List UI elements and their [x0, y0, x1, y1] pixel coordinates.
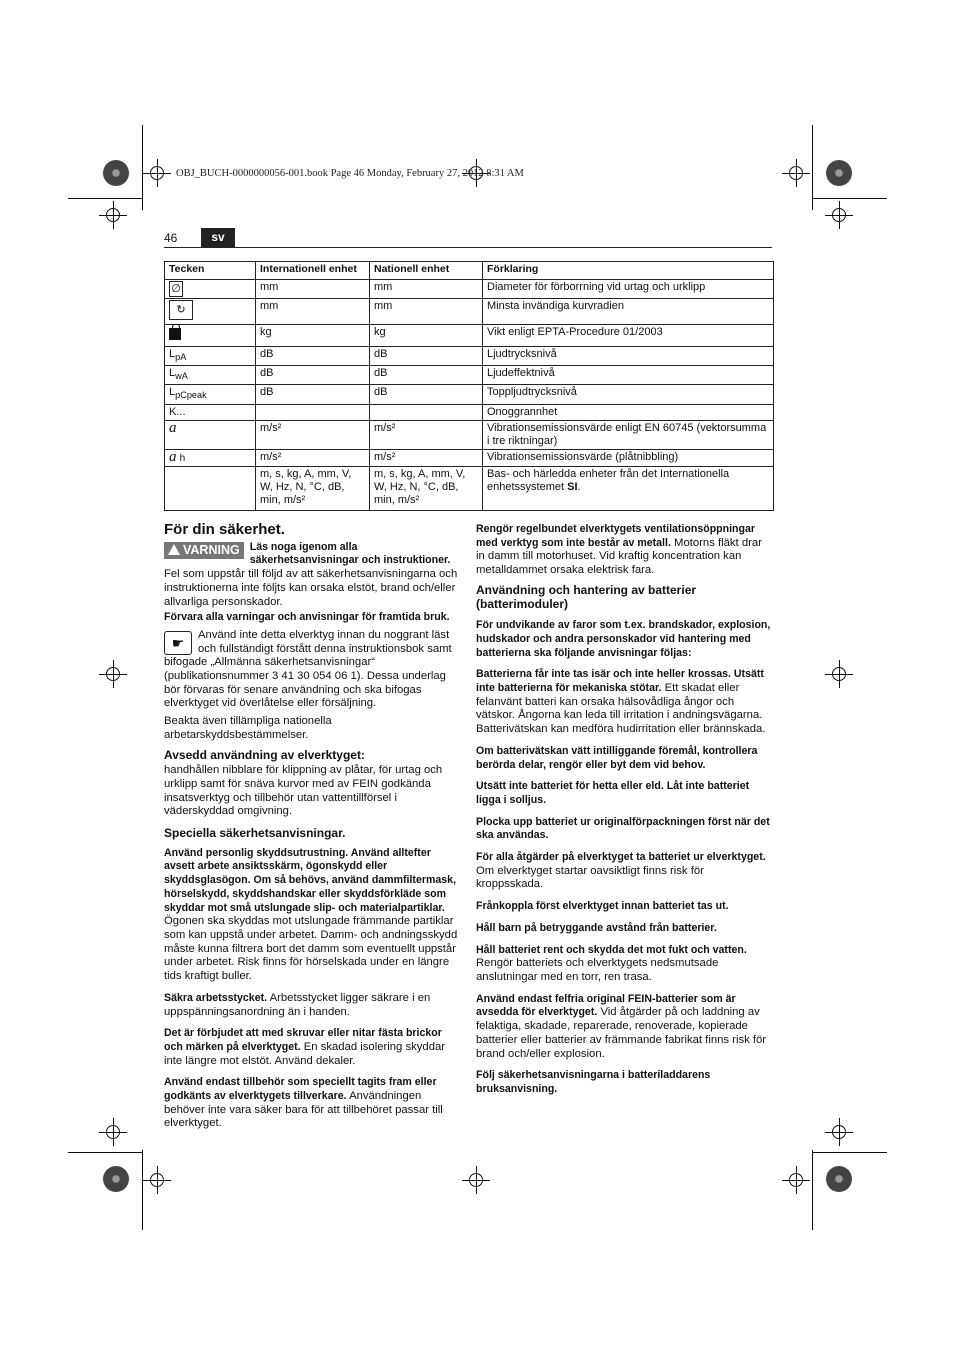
table-cell: dB [370, 347, 483, 366]
table-cell [370, 404, 483, 420]
color-disc-top-left [103, 160, 129, 186]
safety-paragraph: Plocka upp batteriet ur originalförpackningen först när det ska användas. [476, 815, 770, 842]
warning-badge: VARNING [164, 542, 244, 559]
table-cell: kg [256, 325, 370, 347]
safety-paragraph: Följ säkerhetsanvisningarna i batteriladdarens bruksanvisning. [476, 1069, 711, 1095]
symbol-cell: $L_{pA}$ [165, 347, 256, 366]
safety-paragraph: Utsätt inte batteriet för hetta eller eld. Låt inte batteriet ligga i solljus. [476, 780, 750, 806]
table-row [165, 280, 774, 299]
curve-radius-icon: ↻ [169, 300, 193, 320]
symbol-cell [165, 299, 256, 325]
table-cell: Onoggrannhet [483, 404, 774, 420]
crop-line [812, 198, 887, 199]
table-cell: dB [370, 366, 483, 385]
table-header: Tecken [165, 262, 256, 280]
table-row [165, 299, 774, 325]
table-cell: m, s, kg, A, mm, V, W, Hz, N, °C, dB, min, m/s² [370, 466, 483, 510]
table-row [165, 420, 774, 449]
safety-paragraph: För alla åtgärder på elverktyget ta batteriet ur elverktyget. Om elverktyget startar oavsiktligt finns risk för kroppsskada. [476, 851, 766, 891]
table-header-row [165, 262, 774, 280]
safety-paragraph: Det är förbjudet att med skruvar eller nitar fästa brickor och märken på elverktyget. En skadad isolering skyddar inte längre mot elstöt. Använd dekaler. [164, 1027, 446, 1067]
registration-mark [147, 1170, 167, 1190]
weight-icon [169, 328, 181, 340]
safety-paragraph: Batterierna får inte tas isär och inte heller krossas. Utsätt inte batterierna för mekaniska stötar. Ett skadat eller felanvänt batteri kan orsaka hälsovådliga ångor och vätskor. Ångorna kan leda till irritation i andningsvägarna. Batterivätskan kan medföra hudirritation eller brännskada. [476, 668, 766, 736]
table-row [165, 466, 774, 510]
table-cell: Ljudtrycksnivå [483, 347, 774, 366]
safety-paragraph: Frånkoppla först elverktyget innan batteriet tas ut. [476, 900, 729, 913]
table-cell: Ljudeffektnivå [483, 366, 774, 385]
safety-paragraph: Säkra arbetsstycket. Arbetsstycket ligger säkrare i en uppspänningsanordning än i handen. [164, 991, 431, 1018]
intended-use-title: Avsedd användning av elverktyget: [164, 747, 365, 762]
table-header: Förklaring [483, 262, 774, 280]
table-cell: m/s² [256, 449, 370, 466]
table-cell: mm [370, 299, 483, 325]
battery-section-title: Användning och hantering av batterier (batterimoduler) [476, 582, 697, 611]
symbol-cell [165, 280, 256, 299]
safety-paragraph: Om batterivätskan vätt intilliggande föremål, kontrollera berörda delar, rengör eller byt dem vid behov. [476, 744, 758, 771]
table-cell: Vibrationsemissionsvärde enligt EN 60745 (vektorsumma i tre riktningar) [483, 420, 774, 449]
color-disc-bottom-right [826, 1166, 852, 1192]
table-cell: Vibrationsemissionsvärde (plåtnibbling) [483, 449, 774, 466]
table-cell: Vikt enligt EPTA-Procedure 01/2003 [483, 325, 774, 347]
registration-mark [103, 205, 123, 225]
table-cell: dB [370, 385, 483, 404]
table-row [165, 347, 774, 366]
keep-instructions: Förvara alla varningar och anvisningar för framtida bruk. [164, 611, 450, 624]
intended-use-text: handhållen nibblare för klippning av plåtar, för urtag och urklipp samt för snäva kurvor med av FEIN godkända insatsverktyg och tillbehör utan vattentillförsel i väderskyddad omgivning. [164, 764, 443, 818]
crop-line [812, 1152, 887, 1153]
table-row [165, 404, 774, 420]
table-cell: m/s² [370, 420, 483, 449]
table-cell: Toppljudtrycksnivå [483, 385, 774, 404]
registration-mark [466, 1170, 486, 1190]
national-paragraph: Beakta även tillämpliga nationella arbetarskyddsbestämmelser. [164, 715, 332, 741]
table-row [165, 385, 774, 404]
header-rule [164, 247, 772, 248]
symbol-cell [165, 325, 256, 347]
registration-mark [103, 1122, 123, 1142]
table-cell: m, s, kg, A, mm, V, W, Hz, N, °C, dB, min, m/s² [256, 466, 370, 510]
table-cell: m/s² [370, 449, 483, 466]
drill-diameter-icon: ∅ [169, 281, 183, 297]
symbols-table [164, 261, 774, 511]
read-manual-icon: ☛ [164, 631, 192, 655]
color-disc-bottom-left [103, 1166, 129, 1192]
symbol-cell: $L_{pCpeak}$ [165, 385, 256, 404]
crop-line [68, 198, 143, 199]
table-cell [256, 404, 370, 420]
registration-mark [103, 664, 123, 684]
registration-mark [147, 163, 167, 183]
table-cell: mm [256, 299, 370, 325]
safety-paragraph: Använd personlig skyddsutrustning. Använd alltefter avsett arbete ansiktsskärm, ögonskydd eller skyddsglasögon. Om så behövs, använd dammfiltermask, hörselskydd, skyddshandskar eller skyddsförkläde som skyddar mot små utslungade slip- och materialpartiklar. Ögonen ska skyddas mot utslungade främmande partiklar som kan uppstå under arbetet. Damm- och andningsskydd måste kunna filtrera bort det damm som eventuellt uppstår under arbetet. Risk finns för hörselskada under en längre tids kraftigt buller. [164, 846, 458, 983]
safety-paragraph: För undvikande av faror som t.ex. brandskador, explosion, hudskador och andra personskador vid hantering med batterierna ska följande anvisningar följas: [476, 619, 771, 659]
special-safety-title: Speciella säkerhetsanvisningar. [164, 826, 346, 841]
table-cell: dB [256, 385, 370, 404]
warning-paragraph: VARNING Läs noga igenom alla säkerhetsanvisningar och instruktioner. Fel som uppstår till följd av att säkerhetsanvisningarna och instruktionerna inte följts kan orsaka elstöt, brand och/eller allvarliga personskador. [164, 540, 458, 608]
left-column [164, 523, 460, 1135]
table-cell: mm [256, 280, 370, 299]
right-column [476, 523, 772, 1101]
registration-mark [829, 205, 849, 225]
registration-mark [829, 1122, 849, 1142]
table-header: Nationell enhet [370, 262, 483, 280]
table-cell: Diameter för förborrning vid urtag och urklipp [483, 280, 774, 299]
crop-line [812, 1150, 813, 1230]
table-row [165, 366, 774, 385]
symbol-cell: K... [165, 404, 256, 420]
table-row [165, 449, 774, 466]
table-cell: m/s² [256, 420, 370, 449]
safety-paragraph: Använd endast tillbehör som speciellt tagits fram eller godkänts av elverktygets tillverkare. Användningen behöver inte vara säker bara för att tillbehöret passar till elverktyget. [164, 1076, 443, 1130]
color-disc-top-right [826, 160, 852, 186]
registration-mark [786, 1170, 806, 1190]
safety-paragraph: Använd endast felfria original FEIN-batterier som är avsedda för elverktyget. Vid åtgärder på och laddning av felaktiga, skadade, reparerade, renoverade, kopierade batterier eller batterier av främmande fabrikat finns risk för brand och/eller explosion. [476, 992, 767, 1060]
registration-mark [786, 163, 806, 183]
safety-paragraph: Rengör regelbundet elverktygets ventilationsöppningar med verktyg som inte består av metall. Motorns fläkt drar in damm till motorhuset. Vid kraftig koncentration kan metalldammet orsaka elektrisk fara. [476, 523, 762, 577]
table-cell: dB [256, 366, 370, 385]
symbol-cell: a h [165, 449, 256, 466]
section-title: För din säkerhet. [164, 521, 285, 538]
manual-paragraph: ☛ Använd inte detta elverktyg innan du noggrant läst och fullständigt förstått denna instruktionsbok samt bifogade „Allmänna säkerhetsanvisningar“ (publikationsnummer 3 41 30 054 06 1). Dessa underlag bör förvaras för senare användning och ska bifogas elverktyget vid överlåtelse eller försäljning. [164, 628, 452, 710]
crop-line [68, 1152, 143, 1153]
symbol-cell [165, 466, 256, 510]
print-slug: OBJ_BUCH-0000000056-001.book Page 46 Monday, February 27, 2012 8:31 AM [176, 168, 524, 179]
safety-paragraph: Håll batteriet rent och skydda det mot fukt och vatten. Rengör batteriets och elverktygets nedsmutsade anslutningar med en torr, ren trasa. [476, 943, 747, 983]
warning-icon [168, 544, 180, 555]
symbol-cell: a [165, 420, 256, 449]
table-cell: dB [256, 347, 370, 366]
table-cell: kg [370, 325, 483, 347]
symbol-cell: $L_{wA}$ [165, 366, 256, 385]
registration-mark [829, 664, 849, 684]
table-header: Internationell enhet [256, 262, 370, 280]
table-cell: Bas- och härledda enheter från det Internationella enhetssystemet SI. [483, 466, 774, 510]
language-badge: sv [201, 228, 235, 247]
safety-paragraph: Håll barn på betryggande avstånd från batterier. [476, 921, 717, 934]
table-cell: mm [370, 280, 483, 299]
crop-line [142, 1150, 143, 1230]
table-cell: Minsta invändiga kurvradien [483, 299, 774, 325]
table-row [165, 325, 774, 347]
page-number: 46 [164, 231, 178, 245]
